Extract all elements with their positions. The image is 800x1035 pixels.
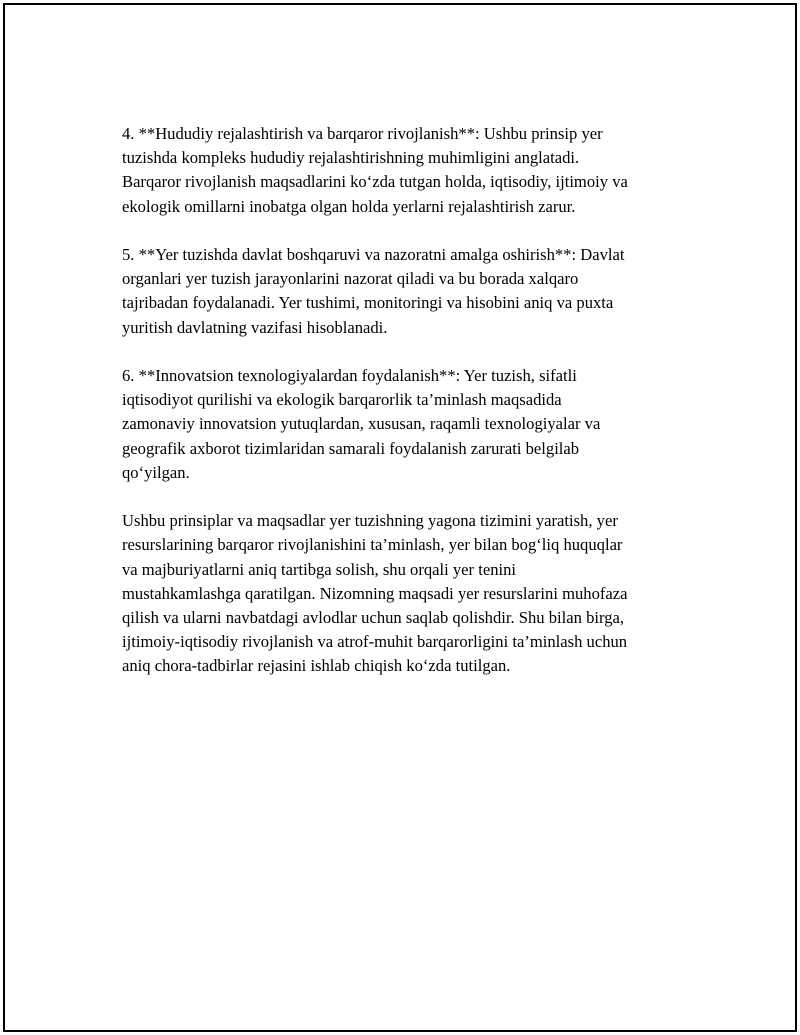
text-line: mustahkamlashga qaratilgan. Nizomning maqsadi yer resurslarini muhofaza xyxy=(122,583,628,603)
text-line: resurslarining barqaror rivojlanishini ta’minlash, yer bilan bog‘liq huquqlar xyxy=(122,535,623,555)
text-line: tajribadan foydalanadi. Yer tushimi, monitoringi va hisobini aniq va puxta xyxy=(122,293,614,313)
text-line: qilish va ularni navbatdagi avlodlar uchun saqlab qolishdir. Shu bilan birga, xyxy=(122,608,625,628)
paragraph-summary xyxy=(122,509,688,678)
text-line: geografik axborot tizimlaridan samarali foydalanish zarurati belgilab xyxy=(122,438,580,458)
text-line: 6. **Innovatsion texnologiyalardan foydalanish**: Yer tuzish, sifatli xyxy=(122,366,577,385)
text-line: va majburiyatlarni aniq tartibga solish, shu orqali yer tenini xyxy=(122,559,517,579)
paragraph-principle-5 xyxy=(122,243,688,340)
text-line: ijtimoiy-iqtisodiy rivojlanish va atrof-muhit barqarorligini ta’minlash uchun xyxy=(122,632,628,652)
text-line: Ushbu prinsiplar va maqsadlar yer tuzishning yagona tizimini yaratish, yer xyxy=(122,511,618,531)
text-line: yuritish davlatning vazifasi hisoblanadi. xyxy=(122,317,388,337)
text-line: ekologik omillarni inobatga olgan holda yerlarni rejalashtirish zarur. xyxy=(122,196,576,216)
text-line: organlari yer tuzish jarayonlarini nazorat qiladi va bu borada xalqaro xyxy=(122,269,579,289)
page-frame xyxy=(3,3,797,1032)
text-line: 4. **Hududiy rejalashtirish va barqaror rivojlanish**: Ushbu prinsip yer xyxy=(122,124,603,143)
text-line: tuzishda kompleks hududiy rejalashtirishning muhimligini anglatadi. xyxy=(122,148,580,168)
paragraph-principle-6 xyxy=(122,364,688,485)
text-line: qo‘yilgan. xyxy=(122,462,190,482)
text-line: zamonaviy innovatsion yutuqlardan, xususan, raqamli texnologiyalar va xyxy=(122,414,601,434)
paragraph-principle-4 xyxy=(122,122,688,219)
text-line: Barqaror rivojlanish maqsadlarini ko‘zda tutgan holda, iqtisodiy, ijtimoiy va xyxy=(122,172,628,192)
text-line: aniq chora-tadbirlar rejasini ishlab chiqish ko‘zda tutilgan. xyxy=(122,656,511,676)
document-body xyxy=(122,122,688,703)
text-line: iqtisodiyot qurilishi va ekologik barqarorlik ta’minlash maqsadida xyxy=(122,390,562,410)
text-line: 5. **Yer tuzishda davlat boshqaruvi va nazoratni amalga oshirish**: Davlat xyxy=(122,245,625,264)
